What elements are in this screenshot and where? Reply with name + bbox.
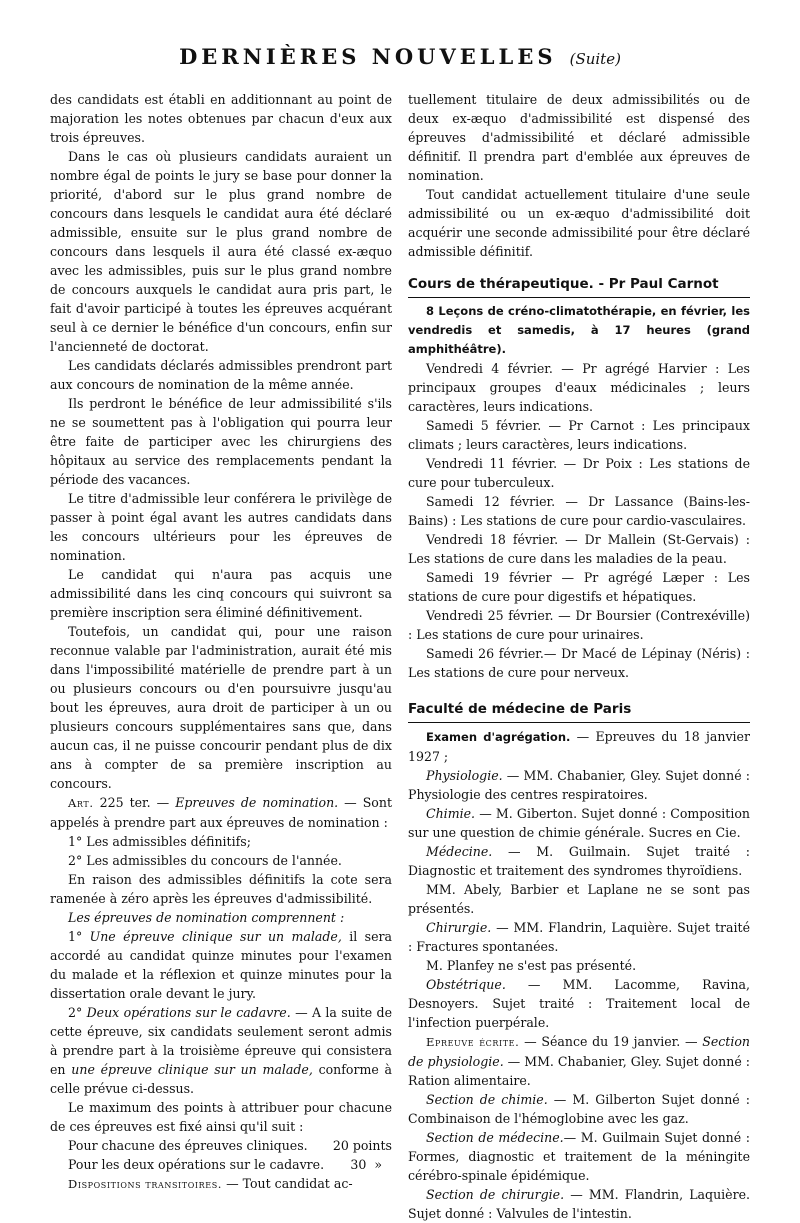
list-number: 2°	[68, 1005, 87, 1020]
paragraph: tuellement titulaire de deux admissibilités ou de deux ex-æquo d'admissibilité est dispensé des épreuves d'admissibilité et déclaré admissible définitif. Il prendra part d'emblée aux épreuves de nomination.	[408, 92, 750, 183]
right-column	[408, 90, 750, 1223]
paragraph: Toutefois, un candidat qui, pour une raison reconnue valable par l'administration, aurait été mis dans l'impossibilité matérielle de prendre part à un ou plusieurs concours ou d'en poursuivre jusqu'au bout les épreuves, aura droit de participer à un ou plusieurs concours supplémentaires sans que, dans aucun cas, il ne puisse concourir pendant plus de dix ans à compter de sa première inscription au concours.	[50, 624, 392, 791]
paragraph: Le maximum des points à attribuer pour chacune de ces épreuves est fixé ainsi qu'il suit :	[50, 1100, 392, 1134]
page-title: DERNIÈRES NOUVELLES	[179, 44, 557, 69]
exam-text: — MM. Flandrin, Laquière. Sujet donné : Valvules de l'intestin.	[408, 1187, 750, 1221]
exam-subject: Médecine.	[426, 844, 493, 859]
exam-subject: Section de médecine.	[426, 1130, 564, 1145]
list-item: 2° Les admissibles du concours de l'année.	[68, 853, 342, 868]
exam-item	[408, 1185, 750, 1223]
exam-item	[408, 975, 750, 1032]
epreuve-text: il sera accordé au candidat quinze minutes pour l'examen du malade et la réflexion et quinze minutes pour la dissertation orale devant le jury.	[50, 929, 392, 1001]
paragraph: En raison des admissibles définitifs la cote sera ramenée à zéro après les épreuves d'admissibilité.	[50, 872, 392, 906]
article-title: Epreuves de nomination.	[175, 795, 339, 810]
dispositions-lead: Dispositions transitoires.	[68, 1177, 223, 1191]
lesson-item: Samedi 19 février — Pr agrégé Læper : Les stations de cure pour digestifs et hépatiques.	[408, 570, 750, 604]
epreuve-text-end: conforme à celle prévue ci-dessus.	[50, 1062, 393, 1096]
exam-subject: Chirurgie.	[426, 920, 492, 935]
list-number: 1°	[68, 929, 90, 944]
exam-text: — M. Guilmain Sujet donné : Formes, diagnostic et traitement de la méningite cérébro-spinale épidémique.	[408, 1130, 750, 1183]
lesson-item: Samedi 12 février. — Dr Lassance (Bains-les-Bains) : Les stations de cure pour cardio-vasculaires.	[408, 494, 750, 528]
exam-text: — MM. Lacomme, Ravina, Desnoyers. Sujet traité : Traitement local de l'infection puerpérale.	[408, 977, 750, 1030]
exam-item	[408, 1128, 750, 1185]
exam-text: — M. Giberton. Sujet donné : Composition sur une question de chimie générale. Sucres en Cie.	[408, 806, 750, 840]
exam-text: — Epreuves du 18 janvier 1927 ;	[408, 729, 750, 764]
paragraph: Les candidats déclarés admissibles prendront part aux concours de nomination de la même année.	[50, 358, 392, 392]
paragraph: Le candidat qui n'aura pas acquis une admissibilité dans les cinq concours qui suivront sa première inscription sera éliminé définitivement.	[50, 567, 392, 620]
epreuve-text: — A la suite de cette épreuve, six candidats seulement seront admis à prendre part à la troisième épreuve qui consistera en	[50, 1005, 393, 1077]
paragraph: Tout candidat actuellement titulaire d'une seule admissibilité ou un ex-æquo d'admissibilité doit acquérir une seconde admissibilité pour être déclaré admissible définitif.	[408, 187, 750, 259]
section-title-faculte: Faculté de médecine de Paris	[408, 700, 750, 723]
lesson-item: Samedi 5 février. — Pr Carnot : Les principaux climats ; leurs caractères, leurs indications.	[408, 418, 750, 452]
exam-text: — MM. Flandrin, Laquière. Sujet traité : Fractures spontanées.	[408, 920, 750, 954]
exam-text: — Séance du 19 janvier. —	[519, 1034, 703, 1049]
exam-text: — MM. Chabanier, Gley. Sujet donné : Ration alimentaire.	[408, 1054, 750, 1088]
epreuve-1	[50, 927, 392, 1003]
list-item: 1° Les admissibles définitifs;	[68, 834, 251, 849]
lesson-item: Vendredi 18 février. — Dr Mallein (St-Gervais) : Les stations de cure dans les maladies de la peau.	[408, 532, 750, 566]
exam-subject: Chimie.	[426, 806, 476, 821]
left-column	[50, 90, 392, 1194]
dispositions-text: — Tout candidat ac-	[222, 1176, 353, 1191]
exam-item	[408, 918, 750, 956]
exam-text: — M. Guilmain. Sujet traité : Diagnostic et traitement des syndromes thyroïdiens.	[408, 844, 750, 878]
page-title-suite: (Suite)	[569, 50, 621, 68]
exam-item	[408, 1090, 750, 1128]
epreuve-title: Une épreuve clinique sur un malade,	[89, 929, 342, 944]
points-value: 20 points	[332, 1138, 392, 1153]
exam-subject: Section de chimie.	[426, 1092, 548, 1107]
epreuve-2	[50, 1003, 392, 1098]
lesson-item: Samedi 26 février.— Dr Macé de Lépinay (Néris) : Les stations de cure pour nerveux.	[408, 646, 750, 680]
article-number: 225 ter. —	[93, 795, 176, 810]
exam-intro	[408, 727, 750, 766]
exam-item	[408, 766, 750, 804]
exam-item	[408, 804, 750, 842]
section-title-therapeutique: Cours de thérapeutique. - Pr Paul Carnot	[408, 275, 750, 298]
points-label: Pour chacune des épreuves cliniques.	[68, 1138, 308, 1153]
points-label: Pour les deux opérations sur le cadavre.	[68, 1157, 325, 1172]
page-header	[0, 44, 800, 69]
exam-subject: Section de chirurgie.	[426, 1187, 565, 1202]
points-value: 30 »	[350, 1157, 382, 1172]
exam-subject: Section de physiologie.	[408, 1034, 750, 1069]
epreuve-emphasis: une épreuve clinique sur un malade,	[71, 1062, 313, 1077]
paragraph: Le titre d'admissible leur conférera le privilège de passer à point égal avant les autres candidats dans les concours ultérieurs pour les épreuves de nomination.	[50, 491, 392, 563]
lesson-item: Vendredi 11 février. — Dr Poix : Les stations de cure pour tuberculeux.	[408, 456, 750, 490]
exam-item	[408, 1032, 750, 1090]
exam-lead: Examen d'agrégation.	[426, 730, 571, 744]
exam-text: — M. Gilberton Sujet donné : Combinaison de l'hémoglobine avec les gaz.	[408, 1092, 750, 1126]
exam-subject: Physiologie.	[426, 768, 503, 783]
article-text: — Sont appelés à prendre part aux épreuves de nomination :	[50, 795, 392, 830]
points-row	[50, 1155, 392, 1174]
paragraph: Ils perdront le bénéfice de leur admissibilité s'ils ne se soumettent pas à l'obligation qui pourra leur être faite de participer avec les chirurgiens des hôpitaux au service des remplacements pendant la période des vacances.	[50, 396, 392, 487]
paragraph: des candidats est établi en additionnant au point de majoration les notes obtenues par chacun d'eux aux trois épreuves.	[50, 92, 392, 145]
exam-text: — MM. Chabanier, Gley. Sujet donné : Physiologie des centres respiratoires.	[408, 768, 750, 802]
article-paragraph	[50, 793, 392, 832]
section-intro: 8 Leçons de créno-climatothérapie, en février, les vendredis et samedis, à 17 heures (grand amphithéâtre).	[408, 304, 750, 356]
exam-subject: Obstétrique.	[426, 977, 506, 992]
exam-note: M. Planfey ne s'est pas présenté.	[426, 958, 637, 973]
exam-note: MM. Abely, Barbier et Laplane ne se sont pas présentés.	[408, 882, 750, 916]
epreuve-title: Deux opérations sur le cadavre.	[86, 1005, 291, 1020]
lesson-item: Vendredi 4 février. — Pr agrégé Harvier : Les principaux groupes d'eaux médicinales ; leurs caractères, leurs indications.	[408, 361, 750, 414]
lesson-item: Vendredi 25 février. — Dr Boursier (Contrexéville) : Les stations de cure pour urinaires.	[408, 608, 750, 642]
exam-item	[408, 842, 750, 880]
paragraph: Dans le cas où plusieurs candidats auraient un nombre égal de points le jury se base pour donner la priorité, d'abord sur le plus grand nombre de concours dans lesquels le candidat aura été déclaré admissible, ensuite sur le plus grand nombre de concours dans lesquels il aura été classé ex-æquo avec les admissibles, puis sur le plus grand nombre de concours auxquels le candidat aura pris part, le fait d'avoir participé à toutes les épreuves acquérant seul à ce dernier le bénéfice d'un concours, enfin sur l'ancienneté de doctorat.	[50, 149, 392, 354]
paragraph: Les épreuves de nomination comprennent :	[68, 910, 345, 925]
dispositions-paragraph	[50, 1174, 392, 1194]
article-lead: Art.	[68, 796, 94, 810]
exam-lead: Epreuve écrite.	[426, 1035, 520, 1049]
